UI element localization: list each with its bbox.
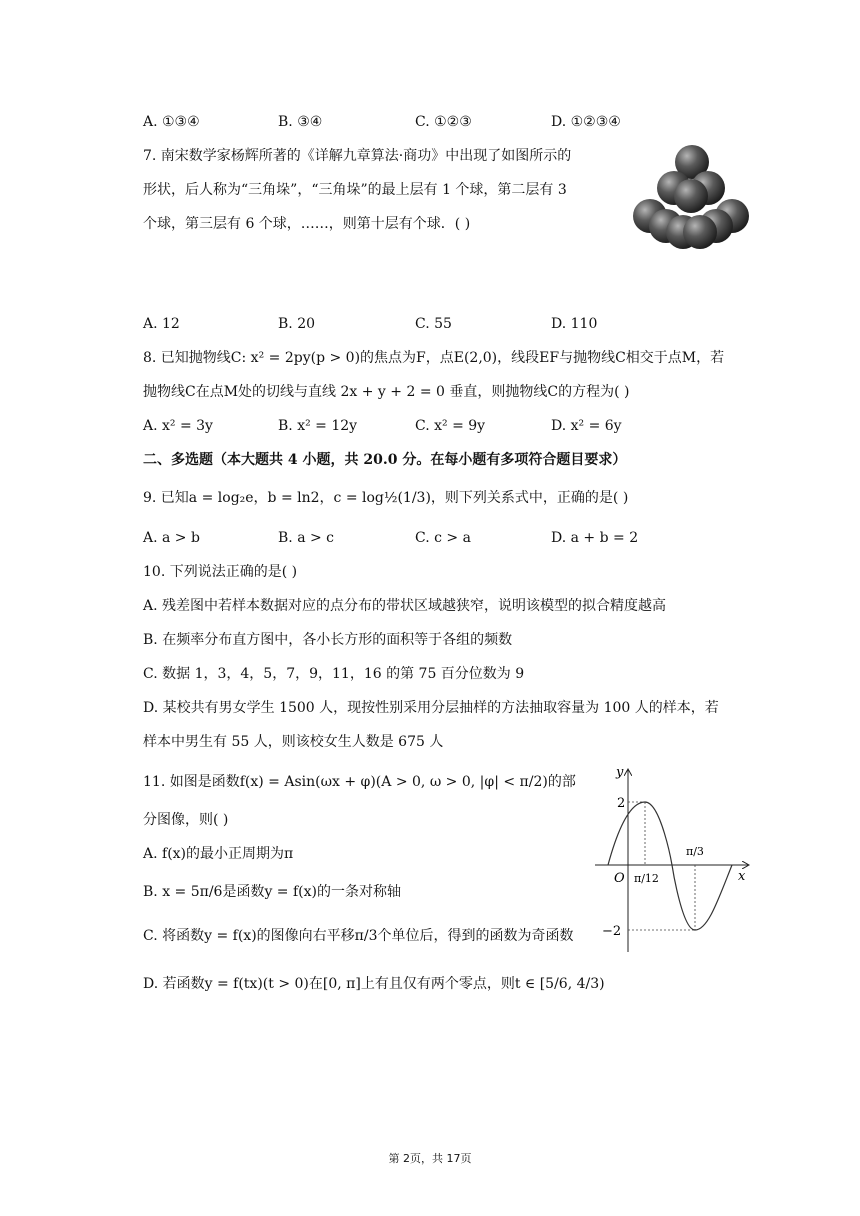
- q7-line-2: 形状，后人称为“三角垛”，“三角垛”的最上层有 1 个球，第二层有 3: [143, 182, 567, 198]
- q6-option-a: A. ①③④: [143, 114, 200, 130]
- q8-option-d: D. x² = 6y: [551, 418, 622, 434]
- q10-line: 10. 下列说法正确的是( ): [143, 564, 298, 580]
- q8-option-a: A. x² = 3y: [143, 418, 213, 434]
- q6-option-b: B. ③④: [278, 114, 323, 130]
- max-value-label: 2: [617, 796, 626, 811]
- q10-option-b: B. 在频率分布直方图中，各小长方形的面积等于各组的频数: [143, 632, 513, 648]
- q7-option-b: B. 20: [278, 316, 316, 332]
- tick-pi-over-3-label: π/3: [686, 845, 704, 858]
- q11-option-c: C. 将函数y = f(x)的图像向右平移π/3个单位后，得到的函数为奇函数: [143, 928, 574, 944]
- q9-line: 9. 已知a = log₂e，b = ln2，c = log½(1/3)，则下列关系式中，正确的是( ): [143, 490, 629, 506]
- q10-option-d-line-2: 样本中男生有 55 人，则该校女生人数是 675 人: [143, 734, 444, 750]
- q6-option-d: D. ①②③④: [551, 114, 621, 130]
- q9-option-a: A. a > b: [143, 530, 200, 546]
- q11-line-1: 11. 如图是函数f(x) = Asin(ωx + φ)(A > 0, ω > 0, |φ| < π/2)的部: [143, 774, 576, 790]
- q11-option-a: A. f(x)的最小正周期为π: [143, 846, 294, 862]
- q8-line-2: 抛物线C在点M处的切线与直线 2x + y + 2 = 0 垂直，则抛物线C的方程为( ): [143, 384, 630, 400]
- q8-option-c: C. x² = 9y: [415, 418, 486, 434]
- tick-pi-over-12-label: π/12: [634, 872, 659, 885]
- sphere-pile-image: [628, 140, 758, 255]
- q7-option-c: C. 55: [415, 316, 452, 332]
- sine-graph: [590, 760, 755, 960]
- min-value-label: −2: [602, 924, 622, 939]
- x-axis-label: x: [738, 869, 746, 884]
- q9-option-d: D. a + b = 2: [551, 530, 639, 546]
- q10-option-c: C. 数据 1，3，4，5，7，9，11，16 的第 75 百分位数为 9: [143, 666, 525, 682]
- q11-option-d: D. 若函数y = f(tx)(t > 0)在[0, π]上有且仅有两个零点，则t ∈ [5/6, 4/3): [143, 976, 605, 992]
- q7-option-d: D. 110: [551, 316, 598, 332]
- q10-option-a: A. 残差图中若样本数据对应的点分布的带状区域越狭窄，说明该模型的拟合精度越高: [143, 598, 667, 614]
- q11-option-b: B. x = 5π/6是函数y = f(x)的一条对称轴: [143, 884, 401, 900]
- q8-line-1: 8. 已知抛物线C: x² = 2py(p > 0)的焦点为F，点E(2,0)，线段EF与抛物线C相交于点M，若: [143, 350, 725, 366]
- q9-option-b: B. a > c: [278, 530, 335, 546]
- q9-option-c: C. c > a: [415, 530, 471, 546]
- q7-line-1: 7. 南宋数学家杨辉所著的《详解九章算法·商功》中出现了如图所示的: [143, 148, 572, 164]
- q7-line-3: 个球，第三层有 6 个球，……，则第十层有个球．( ): [143, 216, 471, 232]
- q11-line-2: 分图像，则( ): [143, 812, 229, 828]
- q7-option-a: A. 12: [143, 316, 180, 332]
- q8-option-b: B. x² = 12y: [278, 418, 358, 434]
- y-axis-label: y: [616, 765, 624, 780]
- q6-option-c: C. ①②③: [415, 114, 472, 130]
- sine-curve: [608, 802, 732, 930]
- origin-label: O: [614, 871, 625, 886]
- q10-option-d-line-1: D. 某校共有男女学生 1500 人，现按性别采用分层抽样的方法抽取容量为 100 人的样本，若: [143, 700, 719, 716]
- page-footer: 第 2页，共 17页: [388, 1152, 472, 1165]
- section-2-title: 二、多选题（本大题共 4 小题，共 20.0 分。在每小题有多项符合题目要求）: [143, 452, 627, 468]
